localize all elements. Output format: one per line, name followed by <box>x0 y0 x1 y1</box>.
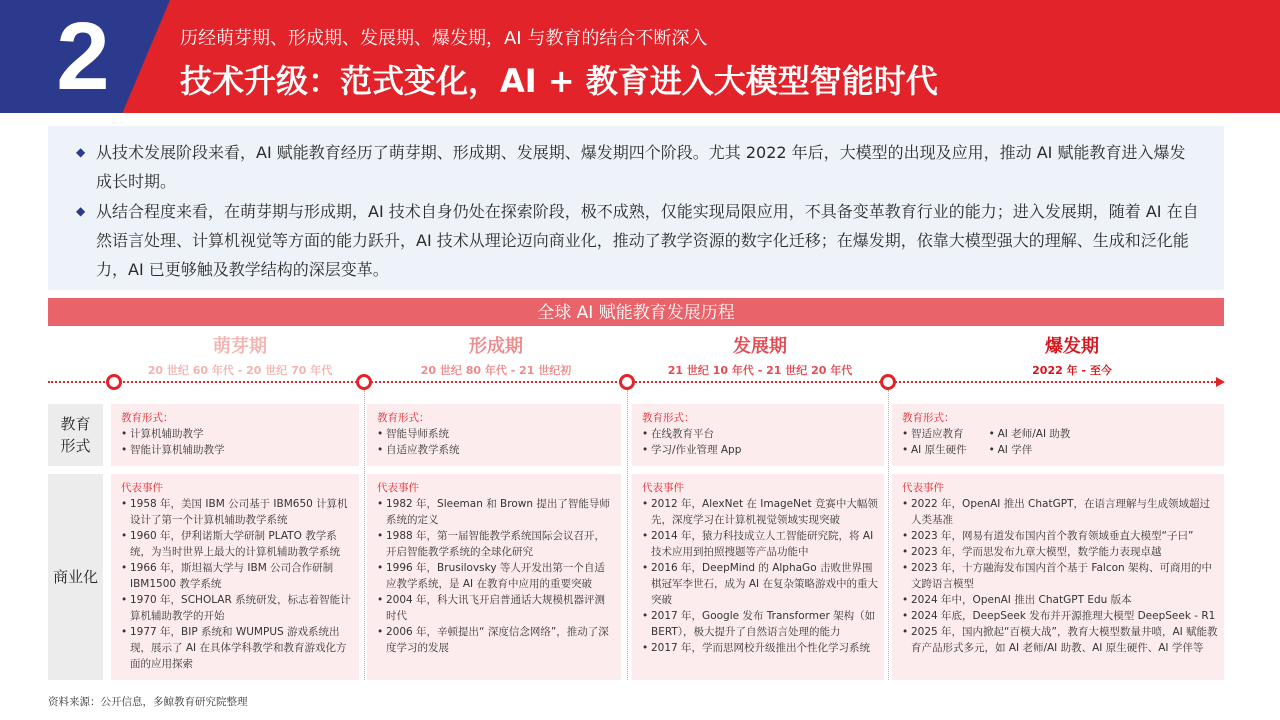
events-cell <box>632 474 884 680</box>
cell-title: 代表事件 <box>642 482 684 494</box>
phase-name: 萌芽期 <box>213 336 267 357</box>
events-cell <box>111 474 359 680</box>
timeline-node-icon <box>106 374 122 390</box>
timeline-banner: 全球 AI 赋能教育发展历程 <box>48 298 1224 326</box>
list-item: • 计算机辅助教学 <box>121 426 353 442</box>
list-item: • AI 学伴 <box>989 442 1071 458</box>
diamond-icon: ◆ <box>76 145 86 159</box>
header-bar <box>0 0 1280 113</box>
section-number: 2 <box>56 3 110 110</box>
list-item: • 1996 年，Brusilovsky 等人开发出第一个自适应教学系统，是 AI 在教育中应用的重要突破 <box>377 560 615 592</box>
row-label-text: 教育 形式 <box>60 415 91 455</box>
events-cell <box>892 474 1224 680</box>
cell-title: 教育形式： <box>642 412 695 424</box>
phase-developing <box>640 336 880 378</box>
list-item: • 学习/作业管理 App <box>642 442 878 458</box>
list-item: • 1966 年，斯坦福大学与 IBM 公司合作研制 IBM1500 教学系统 <box>121 560 353 592</box>
list-item: • 智能计算机辅助教学 <box>121 442 353 458</box>
list-item: • 2024 年底，DeepSeek 发布并开源推理大模型 DeepSeek - R1 <box>902 608 1218 624</box>
list-item: • 1988 年，第一届智能教学系统国际会议召开，开启智能教学系统的全球化研究 <box>377 528 615 560</box>
cell-title: 教育形式： <box>121 412 174 424</box>
list-item: • AI 原生硬件 <box>902 442 967 458</box>
cell-title: 教育形式： <box>377 412 430 424</box>
phase-name: 发展期 <box>733 336 787 357</box>
timeline-node-icon <box>880 374 896 390</box>
list-item: • 在线教育平台 <box>642 426 878 442</box>
cell-title: 代表事件 <box>121 482 163 494</box>
list-item: • 2017 年，Google 发布 Transformer 架构（如 BERT），极大提升了自然语言处理的能力 <box>642 608 878 640</box>
list-item: • AI 老师/AI 助教 <box>989 426 1071 442</box>
cell-title: 代表事件 <box>902 482 944 494</box>
list-item: • 2023 年，网易有道发布国内首个教育领域垂直大模型“子曰” <box>902 528 1218 544</box>
phase-divider <box>627 390 628 680</box>
source-note: 资料来源：公开信息，多鲸教育研究院整理 <box>48 696 248 708</box>
phase-name: 形成期 <box>469 336 523 357</box>
phase-name: 爆发期 <box>1045 336 1099 357</box>
row-label-commercial <box>48 474 103 680</box>
list-item: • 2012 年，AlexNet 在 ImageNet 竞赛中大幅领先，深度学习在计算机视觉领域实现突破 <box>642 496 878 528</box>
intro-box <box>48 126 1224 290</box>
list-item: • 1958 年，美国 IBM 公司基于 IBM650 计算机设计了第一个计算机辅助教学系统 <box>121 496 353 528</box>
list-item: • 智适应教育 <box>902 426 967 442</box>
list-item: • 2024 年中，OpenAI 推出 ChatGPT Edu 版本 <box>902 592 1218 608</box>
phase-divider <box>364 390 365 680</box>
phase-forming <box>376 336 616 378</box>
list-item: • 2006 年，辛顿提出“ 深度信念网络”，推动了深度学习的发展 <box>377 624 615 656</box>
education-form-cell <box>367 404 621 466</box>
list-item: • 智能导师系统 <box>377 426 615 442</box>
timeline-arrow-icon <box>1216 377 1225 387</box>
list-item: • 1982 年，Sleeman 和 Brown 提出了智能导师系统的定义 <box>377 496 615 528</box>
list-item: • 2017 年，学而思网校升级推出个性化学习系统 <box>642 640 878 656</box>
cell-title: 教育形式： <box>902 412 955 424</box>
page-subtitle: 历经萌芽期、形成期、发展期、爆发期，AI 与教育的结合不断深入 <box>180 28 708 49</box>
phase-budding <box>120 336 360 378</box>
list-item: • 2014 年，猿力科技成立人工智能研究院，将 AI 技术应用到拍照搜题等产品功能中 <box>642 528 878 560</box>
list-item: • 2004 年，科大讯飞开启普通话大规模机器评测时代 <box>377 592 615 624</box>
list-item: • 自适应教学系统 <box>377 442 615 458</box>
timeline-node-icon <box>619 374 635 390</box>
phase-explosive <box>952 336 1192 378</box>
cell-title: 代表事件 <box>377 482 419 494</box>
diamond-icon: ◆ <box>76 204 86 218</box>
page-title: 技术升级：范式变化，AI + 教育进入大模型智能时代 <box>180 62 938 100</box>
list-item: • 1960 年，伊利诺斯大学研制 PLATO 教学系统，为当时世界上最大的计算机辅助教学系统 <box>121 528 353 560</box>
intro-bullet <box>76 138 1200 196</box>
list-item: • 2023 年，十方融海发布国内首个基于 Falcon 架构、可商用的中文跨语言模型 <box>902 560 1218 592</box>
intro-bullet-text: 从结合程度来看，在萌芽期与形成期，AI 技术自身仍处在探索阶段，极不成熟，仅能实现局限应用，不具备变革教育行业的能力；进入发展期，随着 AI 在自然语言处理、计算机视觉等方面的能力跃升，AI 技术从理论迈向商业化，推动了教学资源的数字化迁移；在爆发期，依靠大模型强大的理解、生成和泛化能力，AI 已更够触及教学结构的深层变革。 <box>96 202 1199 279</box>
list-item: • 1970 年，SCHOLAR 系统研发，标志着智能计算机辅助教学的开始 <box>121 592 353 624</box>
phase-divider <box>888 390 889 680</box>
intro-bullet <box>76 197 1200 284</box>
row-label-text: 商业化 <box>52 568 98 586</box>
list-item: • 2025 年，国内掀起“百模大战”，教育大模型数量井喷，AI 赋能教育产品形式多元，如 AI 老师/AI 助教、AI 原生硬件、AI 学伴等 <box>902 624 1218 656</box>
phase-period: 21 世纪 10 年代 - 21 世纪 20 年代 <box>667 364 853 377</box>
list-item: • 1977 年，BIP 系统和 WUMPUS 游戏系统出现，展示了 AI 在具体学科教学和教育游戏化方面的应用探索 <box>121 624 353 672</box>
list-item: • 2016 年，DeepMind 的 AlphaGo 击败世界围棋冠军李世石，成为 AI 在复杂策略游戏中的重大突破 <box>642 560 878 608</box>
phase-period: 20 世纪 80 年代 - 21 世纪初 <box>420 364 572 377</box>
row-label-education-form <box>48 404 103 466</box>
events-cell <box>367 474 621 680</box>
intro-bullet-text: 从技术发展阶段来看，AI 赋能教育经历了萌芽期、形成期、发展期、爆发期四个阶段。尤其 2022 年后，大模型的出现及应用，推动 AI 赋能教育进入爆发成长时期。 <box>96 143 1186 191</box>
education-form-cell <box>632 404 884 466</box>
education-form-cell <box>892 404 1224 466</box>
education-form-cell <box>111 404 359 466</box>
list-item: • 2023 年，学而思发布九章大模型，数学能力表现卓越 <box>902 544 1218 560</box>
list-item: • 2022 年，OpenAI 推出 ChatGPT，在语言理解与生成领域超过人类基准 <box>902 496 1218 528</box>
phase-period: 2022 年 - 至今 <box>1032 364 1112 377</box>
phase-period: 20 世纪 60 年代 - 20 世纪 70 年代 <box>147 364 333 377</box>
timeline-node-icon <box>356 374 372 390</box>
